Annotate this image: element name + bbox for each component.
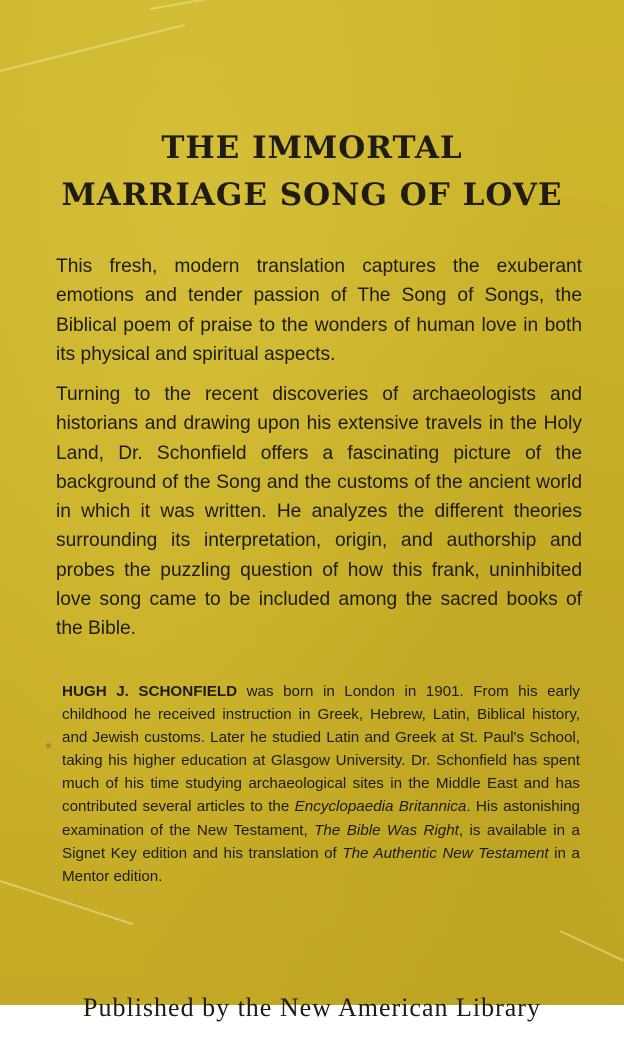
cover-crease	[0, 24, 185, 72]
author-bio	[62, 680, 580, 888]
publisher-line: Published by the New American Library	[83, 993, 541, 1022]
cover-crease	[150, 0, 269, 10]
description-paragraph-2: Turning to the recent discoveries of archaeologists and historians and drawing upon his extensive travels in the Holy Land, Dr. Schonfield offers a fascinating picture of the background of the Song and the customs of the ancient world in which it was written. He analyzes the different theories surrounding its interpretation, origin, and authorship and probes the puzzling question of how this frank, uninhibited love song came to be included among the sacred books of the Bible.	[56, 384, 582, 640]
work-title: The Bible Was Right	[314, 821, 459, 839]
work-title: The Authentic New Testament	[342, 844, 549, 862]
author-name: HUGH J. SCHONFIELD	[62, 683, 238, 700]
title-line-1: THE IMMORTAL	[161, 130, 463, 166]
bio-text: . His astonishing examination of the New Testament,	[62, 798, 580, 839]
bio-text: was born in London in 1901. From his early childhood he received instruction in Greek, Hebrew, Latin, Biblical history, and Jewish customs. Later he studied Latin and Greek at St. Paul's School, taking his higher education at Glasgow University. Dr. Schonfield has spent much of his time studying archaeological sites in the Middle East and has contributed several articles to the	[62, 683, 580, 816]
title-line-2: MARRIAGE SONG OF LOVE	[61, 177, 563, 213]
stain-spot	[46, 743, 51, 748]
description-paragraph-1: This fresh, modern translation captures the exuberant emotions and tender passion of The Song of Songs, the Biblical poem of praise to the wonders of human love in both its physical and spiritual aspects.	[56, 256, 582, 365]
work-title: Encyclopaedia Britannica	[294, 798, 467, 816]
cover-crease	[560, 930, 624, 961]
bio-text: , is available in a Signet Key edition and his translation of	[62, 821, 580, 862]
bio-text: in a Mentor edition.	[62, 844, 580, 885]
